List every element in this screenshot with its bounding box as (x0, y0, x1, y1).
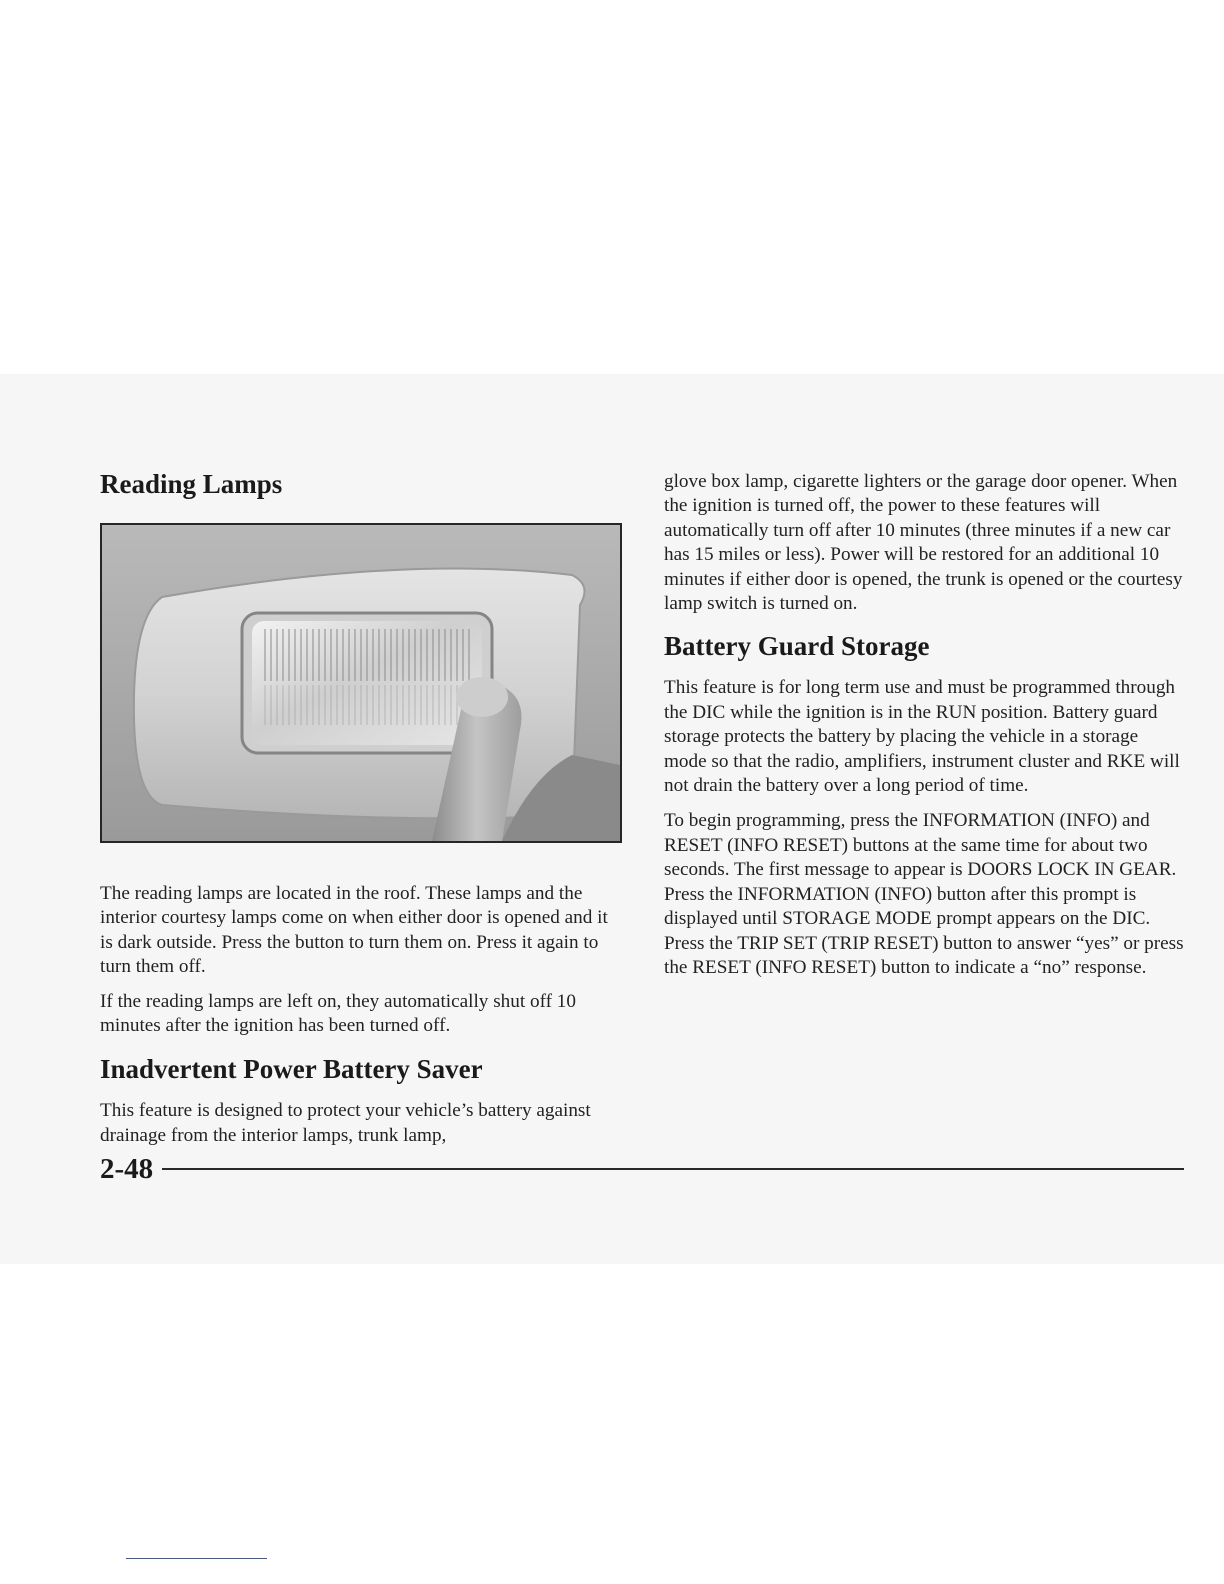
reading-lamps-heading: Reading Lamps (100, 469, 283, 499)
page-number: 2-48 (100, 1153, 154, 1185)
right-column (664, 470, 1184, 980)
page-footer (100, 1152, 1184, 1188)
battery-saver-paragraph: This feature is designed to protect your vehicle’s battery against drainage from the interior lamps, trunk lamp, (100, 1100, 591, 1146)
battery-guard-paragraph-1: This feature is for long term use and must be programmed through the DIC while the ignition is in the RUN position. Battery guard storage protects the battery by placing the vehicle in a storage mode so that the radio, amplifiers, instrument cluster and RKE will not drain the battery over a long period of time. (664, 677, 1180, 797)
reading-lamp-photo (100, 523, 622, 843)
left-column (100, 468, 615, 1148)
battery-saver-paragraph-continued: glove box lamp, cigarette lighters or the garage door opener. When the ignition is turned off, the power to these features will automatically turn off after 10 minutes (three minutes if a new car has 15 miles or less). Power will be restored for an additional 10 minutes if either door is opened, the trunk is opened or the courtesy lamp switch is turned on. (664, 471, 1183, 615)
battery-saver-heading: Inadvertent Power Battery Saver (100, 1054, 483, 1085)
bottom-link-underline (126, 1558, 267, 1559)
reading-lamps-paragraph-1: The reading lamps are located in the roof. These lamps and the interior courtesy lamps come on when either door is opened and it is dark outside. Press the button to turn them on. Press it again to turn them off. (100, 883, 608, 978)
battery-guard-paragraph-2: To begin programming, press the INFORMATION (INFO) and RESET (INFO RESET) buttons at the same time for about two seconds. The first message to appear is DOORS LOCK IN GEAR. Press the INFORMATION (INFO) button after this prompt is displayed until STORAGE MODE prompt appears on the DIC. Press the TRIP SET (TRIP RESET) button to answer “yes” or press the RESET (INFO RESET) button to indicate a “no” response. (664, 810, 1184, 978)
reading-lamp-illustration (102, 525, 620, 841)
reading-lamps-paragraph-2: If the reading lamps are left on, they automatically shut off 10 minutes after the ignition has been turned off. (100, 990, 576, 1037)
footer-rule (162, 1168, 1184, 1170)
battery-guard-heading: Battery Guard Storage (664, 631, 930, 662)
